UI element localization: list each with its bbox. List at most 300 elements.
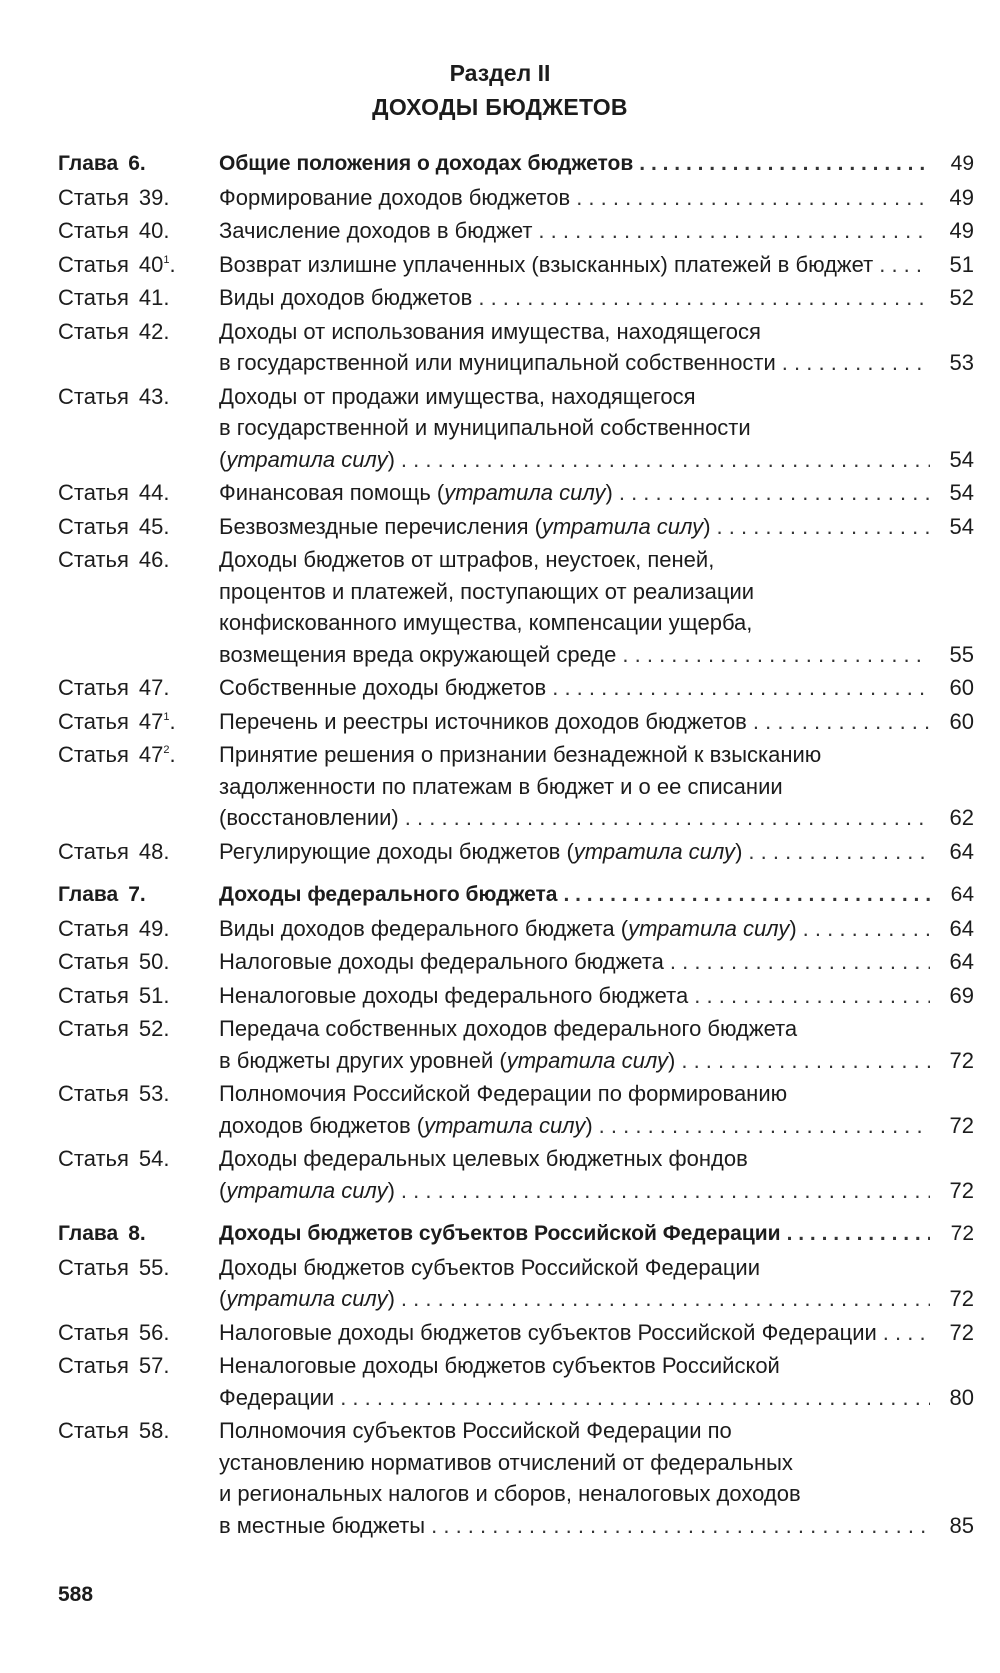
entry-number-dot: . <box>169 251 176 277</box>
entry-page-number[interactable]: 52 <box>949 285 974 310</box>
entry-title-last-line <box>219 1045 974 1077</box>
entry-page-number[interactable]: 64 <box>949 915 974 941</box>
entry-title-text <box>219 836 742 868</box>
entry-title-last-line <box>219 282 974 314</box>
entry-page-number[interactable]: 72 <box>949 1286 974 1311</box>
entry-title-text-main: возмещения вреда окружающей среде <box>219 641 617 667</box>
entry-title-line: и региональных налогов и сборов, неналоговых доходов <box>219 1481 801 1506</box>
entry-prefix: Статья <box>58 218 129 243</box>
entry-label <box>58 672 219 704</box>
entry-page-number[interactable]: 72 <box>949 1177 974 1203</box>
entry-title <box>219 672 974 704</box>
entry-title-text <box>219 639 616 671</box>
entry-page-number[interactable]: 49 <box>949 184 974 210</box>
entry-number: 42. <box>138 318 170 344</box>
entry-number: 58. <box>138 1418 170 1443</box>
entry-label <box>58 282 219 314</box>
entry-page-number[interactable]: 54 <box>949 446 974 472</box>
entry-title-line: Доходы бюджетов от штрафов, неустоек, пеней, <box>219 547 715 572</box>
entry-title-last-line <box>219 182 974 214</box>
entry-title <box>219 1350 974 1413</box>
dot-leader <box>576 182 930 214</box>
entry-title-text <box>219 511 711 543</box>
dot-leader <box>787 1218 930 1250</box>
entry-title-last-line <box>219 347 974 379</box>
entry-title <box>219 706 974 738</box>
entry-title-text <box>219 946 664 978</box>
toc-article-entry[interactable] <box>58 1252 974 1315</box>
dot-leader <box>748 836 930 868</box>
entry-title-text-main: Неналоговые доходы федерального бюджета <box>219 982 689 1008</box>
toc-article-entry[interactable] <box>58 316 974 379</box>
entry-prefix: Статья <box>58 251 129 277</box>
entry-status-repealed: утратила силу <box>506 1047 669 1073</box>
entry-title <box>219 1317 974 1349</box>
table-of-contents <box>58 148 974 1543</box>
entry-label <box>58 148 219 180</box>
toc-article-entry[interactable] <box>58 706 974 738</box>
entry-title-line: конфискованного имущества, компенсации ущерба, <box>219 610 753 635</box>
entry-title-last-line <box>219 215 974 247</box>
entry-page-number[interactable]: 72 <box>950 1222 974 1245</box>
entry-number: 43. <box>138 383 170 409</box>
entry-number: 52. <box>138 1016 170 1041</box>
entry-title-line: Доходы федеральных целевых бюджетных фондов <box>219 1146 748 1171</box>
entry-label <box>58 739 219 771</box>
entry-label <box>58 249 219 281</box>
entry-number-superscript: 1 <box>163 710 170 723</box>
entry-title-line: Доходы от использования имущества, находящегося <box>219 318 761 344</box>
entry-page-number[interactable]: 62 <box>949 805 974 830</box>
entry-title-line: Доходы бюджетов субъектов Российской Федерации <box>219 1254 761 1280</box>
toc-article-entry[interactable] <box>58 477 974 509</box>
entry-number: 49. <box>138 915 170 941</box>
dot-leader <box>431 1510 930 1542</box>
dot-leader <box>694 980 930 1012</box>
dot-leader <box>619 477 930 509</box>
toc-article-entry[interactable] <box>58 1350 974 1413</box>
entry-label <box>58 913 219 945</box>
entry-title <box>219 739 974 834</box>
entry-label <box>58 215 219 247</box>
toc-article-entry[interactable] <box>58 913 974 945</box>
entry-label <box>58 1143 219 1175</box>
entry-prefix: Статья <box>58 184 129 210</box>
entry-title-text <box>219 148 633 180</box>
toc-article-entry[interactable] <box>58 836 974 868</box>
entry-title <box>219 148 974 180</box>
entry-title-line: процентов и платежей, поступающих от реализации <box>219 578 755 604</box>
entry-title-text <box>219 347 776 379</box>
toc-article-entry[interactable] <box>58 511 974 543</box>
entry-prefix: Статья <box>58 1254 129 1280</box>
entry-number: 47 <box>138 742 164 767</box>
entry-title-line: задолженности по платежам в бюджет и о ее списании <box>219 773 783 799</box>
entry-page-number[interactable]: 60 <box>949 675 974 700</box>
entry-title <box>219 913 974 945</box>
entry-title-text-tail: ) <box>387 446 395 472</box>
entry-prefix: Статья <box>58 480 129 505</box>
entry-page-number[interactable]: 72 <box>949 1319 974 1345</box>
entry-title-text <box>219 477 613 509</box>
entry-title-last-line <box>219 913 974 945</box>
entry-number: 6. <box>128 152 146 175</box>
dot-leader <box>670 946 930 978</box>
entry-title-text <box>219 1175 395 1207</box>
entry-title-last-line <box>219 148 974 180</box>
entry-label <box>58 706 219 738</box>
toc-article-entry[interactable] <box>58 544 974 670</box>
toc-article-entry[interactable] <box>58 672 974 704</box>
entry-page-number[interactable]: 72 <box>949 1047 974 1073</box>
entry-title-text-main: Собственные доходы бюджетов <box>219 675 547 700</box>
entry-label <box>58 182 219 214</box>
entry-prefix: Статья <box>58 949 129 974</box>
toc-article-entry[interactable] <box>58 1013 974 1076</box>
toc-article-entry[interactable] <box>58 282 974 314</box>
entry-title-last-line <box>219 802 974 834</box>
dot-leader <box>478 282 930 314</box>
entry-label <box>58 511 219 543</box>
entry-title-text <box>219 1317 877 1349</box>
entry-page-number[interactable]: 49 <box>949 218 974 243</box>
entry-title <box>219 946 974 978</box>
dot-leader <box>563 879 930 911</box>
entry-title-text <box>219 1218 781 1250</box>
entry-title-text <box>219 1283 395 1315</box>
entry-page-number[interactable]: 49 <box>950 152 974 175</box>
entry-title-text <box>219 249 873 281</box>
entry-title-line: Передача собственных доходов федерального бюджета <box>219 1016 798 1041</box>
toc-article-entry[interactable] <box>58 1415 974 1541</box>
entry-number-superscript: 1 <box>163 253 170 266</box>
entry-label <box>58 477 219 509</box>
entry-title-text-main: Налоговые доходы бюджетов субъектов Российской Федерации <box>219 1319 877 1345</box>
toc-chapter-entry[interactable] <box>58 1218 974 1250</box>
entry-title-text-main: Безвозмездные перечисления ( <box>219 513 542 539</box>
entry-title <box>219 980 974 1012</box>
entry-title-text <box>219 913 797 945</box>
entry-number: 56. <box>138 1319 170 1345</box>
entry-title <box>219 1078 974 1141</box>
entry-title-text <box>219 444 395 476</box>
entry-title-last-line <box>219 1317 974 1349</box>
entry-title <box>219 249 974 281</box>
dot-leader <box>681 1045 930 1077</box>
entry-title <box>219 182 974 214</box>
entry-number: 48. <box>138 838 170 864</box>
entry-page-number[interactable]: 54 <box>949 513 974 539</box>
entry-title-text <box>219 182 570 214</box>
entry-status-repealed: утратила силу <box>226 1177 388 1203</box>
toc-article-entry[interactable] <box>58 946 974 978</box>
entry-title-last-line <box>219 477 974 509</box>
dot-leader <box>552 672 930 704</box>
dot-leader <box>538 215 930 247</box>
entry-label <box>58 1218 219 1250</box>
entry-status-repealed: утратила силу <box>424 1112 586 1138</box>
entry-title <box>219 316 974 379</box>
entry-title-text-main: ( <box>219 1286 227 1311</box>
entry-title <box>219 511 974 543</box>
entry-title <box>219 215 974 247</box>
entry-page-number[interactable]: 54 <box>949 480 974 505</box>
entry-title-last-line <box>219 879 974 911</box>
entry-title-text <box>219 1045 675 1077</box>
entry-prefix: Статья <box>58 285 129 310</box>
entry-title-text <box>219 1510 425 1542</box>
entry-title <box>219 836 974 868</box>
entry-page-number[interactable]: 55 <box>949 641 974 667</box>
entry-label <box>58 1252 219 1284</box>
entry-title-text <box>219 980 688 1012</box>
entry-title-text <box>219 672 546 704</box>
dot-leader <box>803 913 930 945</box>
entry-title-text-tail: ) <box>703 513 711 539</box>
entry-prefix: Глава <box>58 1222 119 1245</box>
entry-number: 54. <box>138 1146 170 1171</box>
entry-prefix: Статья <box>58 547 129 572</box>
entry-title-text-tail: ) <box>735 838 743 864</box>
entry-page-number[interactable]: 69 <box>949 982 974 1008</box>
page-number: 588 <box>58 1583 94 1606</box>
entry-number: 46. <box>138 547 170 572</box>
dot-leader <box>883 1317 930 1349</box>
toc-article-entry[interactable] <box>58 739 974 834</box>
toc-chapter-entry[interactable] <box>58 879 974 911</box>
entry-title-text <box>219 1110 593 1142</box>
dot-leader <box>405 802 930 834</box>
entry-title-text-main: Регулирующие доходы бюджетов ( <box>219 838 574 864</box>
entry-title-text-main: ( <box>219 446 227 472</box>
entry-prefix: Статья <box>58 1081 129 1106</box>
toc-article-entry[interactable] <box>58 215 974 247</box>
dot-leader <box>782 347 930 379</box>
entry-status-repealed: утратила силу <box>444 480 606 505</box>
entry-title-text-main: Возврат излишне уплаченных (взысканных) платежей в бюджет <box>219 251 874 277</box>
toc-article-entry[interactable] <box>58 1317 974 1349</box>
dot-leader <box>599 1110 930 1142</box>
entry-number: 51. <box>138 982 170 1008</box>
toc-article-entry[interactable] <box>58 1143 974 1206</box>
entry-number: 50. <box>138 949 170 974</box>
entry-status-repealed: утратила силу <box>226 1286 388 1311</box>
entry-status-repealed: утратила силу <box>226 446 388 472</box>
entry-title-line: Неналоговые доходы бюджетов субъектов Российской <box>219 1353 780 1378</box>
entry-status-repealed: утратила силу <box>628 915 790 941</box>
entry-title-text-main: Доходы федерального бюджета <box>219 883 558 906</box>
entry-title-last-line <box>219 706 974 738</box>
entry-title-text-tail: ) <box>585 1112 593 1138</box>
entry-title-last-line <box>219 672 974 704</box>
entry-label <box>58 1415 219 1447</box>
entry-title-last-line <box>219 980 974 1012</box>
entry-number: 47. <box>138 675 170 700</box>
entry-title-text-main: Перечень и реестры источников доходов бюджетов <box>219 708 747 734</box>
entry-number: 41. <box>138 285 170 310</box>
entry-title-text-main: Виды доходов бюджетов <box>219 285 473 310</box>
entry-number: 55. <box>138 1254 170 1280</box>
entry-label <box>58 836 219 868</box>
entry-page-number[interactable]: 85 <box>949 1512 974 1538</box>
dot-leader <box>717 511 930 543</box>
entry-page-number[interactable]: 64 <box>949 838 974 864</box>
entry-title-text-main: Зачисление доходов в бюджет <box>219 218 533 243</box>
entry-label <box>58 1078 219 1110</box>
dot-leader <box>401 1175 930 1207</box>
entry-page-number[interactable]: 64 <box>949 949 974 974</box>
entry-page-number[interactable]: 53 <box>949 350 974 375</box>
entry-title-text-main: доходов бюджетов ( <box>219 1112 425 1138</box>
entry-number: 44. <box>138 480 170 505</box>
dot-leader <box>879 249 930 281</box>
entry-title-last-line <box>219 1110 974 1142</box>
entry-title-line: в государственной и муниципальной собственности <box>219 415 751 440</box>
entry-label <box>58 879 219 911</box>
entry-title-text <box>219 706 747 738</box>
entry-title-last-line <box>219 1218 974 1250</box>
entry-title-last-line <box>219 249 974 281</box>
entry-prefix: Статья <box>58 318 129 344</box>
entry-number-dot: . <box>169 742 176 767</box>
entry-number-dot: . <box>169 708 176 734</box>
entry-title-last-line <box>219 836 974 868</box>
entry-title-text-main: Виды доходов федерального бюджета ( <box>219 915 629 941</box>
entry-number: 57. <box>138 1353 170 1378</box>
entry-label <box>58 1317 219 1349</box>
entry-title <box>219 282 974 314</box>
entry-title-last-line <box>219 1510 974 1542</box>
entry-title <box>219 477 974 509</box>
entry-number-superscript: 2 <box>163 744 170 756</box>
entry-title <box>219 1252 974 1315</box>
entry-title-text <box>219 802 399 834</box>
entry-title <box>219 381 974 476</box>
entry-label <box>58 381 219 413</box>
dot-leader <box>401 1283 930 1315</box>
entry-number: 7. <box>128 883 146 906</box>
dot-leader <box>401 444 930 476</box>
entry-title-last-line <box>219 1382 974 1414</box>
entry-title-line: установлению нормативов отчислений от федеральных <box>219 1449 793 1475</box>
entry-title-text <box>219 879 557 911</box>
entry-prefix: Статья <box>58 675 129 700</box>
entry-title-line: Принятие решения о признании безнадежной к взысканию <box>219 742 822 767</box>
entry-title <box>219 1013 974 1076</box>
entry-prefix: Статья <box>58 982 129 1008</box>
entry-prefix: Статья <box>58 1146 129 1171</box>
entry-title-text-main: Федерации <box>219 1384 335 1410</box>
entry-page-number[interactable]: 60 <box>949 708 974 734</box>
entry-label <box>58 316 219 348</box>
toc-chapter-entry[interactable] <box>58 148 974 180</box>
entry-prefix: Статья <box>58 742 129 767</box>
entry-prefix: Статья <box>58 513 129 539</box>
entry-title-text-tail: ) <box>387 1286 395 1311</box>
entry-label <box>58 1350 219 1382</box>
entry-number: 39. <box>138 184 170 210</box>
entry-label <box>58 544 219 576</box>
entry-label <box>58 946 219 978</box>
entry-title-last-line <box>219 1175 974 1207</box>
toc-article-entry[interactable] <box>58 381 974 476</box>
entry-title-text-tail: ) <box>789 915 797 941</box>
entry-prefix: Статья <box>58 1353 129 1378</box>
entry-title-last-line <box>219 511 974 543</box>
entry-title <box>219 544 974 670</box>
dot-leader <box>340 1382 930 1414</box>
entry-prefix: Статья <box>58 915 129 941</box>
section-label: Раздел II <box>449 60 551 86</box>
toc-article-entry[interactable] <box>58 1078 974 1141</box>
dot-leader <box>622 639 930 671</box>
entry-number: 8. <box>128 1222 146 1245</box>
dot-leader <box>639 148 930 180</box>
entry-prefix: Статья <box>58 383 129 409</box>
entry-prefix: Статья <box>58 1319 129 1345</box>
entry-title-text-main: Налоговые доходы федерального бюджета <box>219 949 664 974</box>
toc-article-entry[interactable] <box>58 249 974 281</box>
entry-title-line: Полномочия субъектов Российской Федерации по <box>219 1418 732 1443</box>
entry-number: 40 <box>138 251 164 277</box>
entry-number: 47 <box>138 708 164 734</box>
entry-number: 40. <box>138 218 170 243</box>
entry-title-text-main: в местные бюджеты <box>219 1512 426 1538</box>
toc-article-entry[interactable] <box>58 980 974 1012</box>
entry-title-text-tail: ) <box>668 1047 676 1073</box>
entry-title <box>219 879 974 911</box>
entry-prefix: Глава <box>58 152 119 175</box>
entry-title-text-main: ( <box>219 1177 227 1203</box>
entry-label <box>58 980 219 1012</box>
entry-title-text-main: Формирование доходов бюджетов <box>219 184 571 210</box>
entry-page-number[interactable]: 51 <box>949 251 974 277</box>
entry-label <box>58 1013 219 1045</box>
entry-title-text <box>219 215 532 247</box>
entry-prefix: Статья <box>58 708 129 734</box>
entry-page-number[interactable]: 80 <box>949 1384 974 1410</box>
entry-title-text-main: Доходы бюджетов субъектов Российской Федерации <box>219 1222 781 1245</box>
entry-title-last-line <box>219 639 974 671</box>
entry-title <box>219 1143 974 1206</box>
entry-title-last-line <box>219 946 974 978</box>
entry-page-number[interactable]: 72 <box>949 1112 974 1138</box>
entry-status-repealed: утратила силу <box>573 838 736 864</box>
entry-title-text-main: Общие положения о доходах бюджетов <box>219 152 634 175</box>
entry-title-last-line <box>219 444 974 476</box>
entry-number: 53. <box>138 1081 170 1106</box>
entry-title-text-main: в бюджеты других уровней ( <box>219 1047 507 1073</box>
entry-title-text-main: в государственной или муниципальной собственности <box>219 350 776 375</box>
entry-title <box>219 1218 974 1250</box>
entry-title-last-line <box>219 1283 974 1315</box>
dot-leader <box>753 706 930 738</box>
entry-page-number[interactable]: 64 <box>950 883 974 906</box>
entry-title-text-tail: ) <box>387 1177 395 1203</box>
entry-title-line: Доходы от продажи имущества, находящегося <box>219 383 696 409</box>
entry-prefix: Статья <box>58 1418 129 1443</box>
entry-title-line: Полномочия Российской Федерации по формированию <box>219 1081 788 1106</box>
entry-title-text-main: (восстановлении) <box>219 805 399 830</box>
toc-article-entry[interactable] <box>58 182 974 214</box>
section-title: ДОХОДЫ БЮДЖЕТОВ <box>372 94 628 120</box>
entry-title <box>219 1415 974 1541</box>
entry-title-text <box>219 282 472 314</box>
entry-title-text <box>219 1382 334 1414</box>
entry-title-text-main: Финансовая помощь ( <box>219 480 445 505</box>
entry-title-text-tail: ) <box>605 480 613 505</box>
entry-prefix: Статья <box>58 838 129 864</box>
